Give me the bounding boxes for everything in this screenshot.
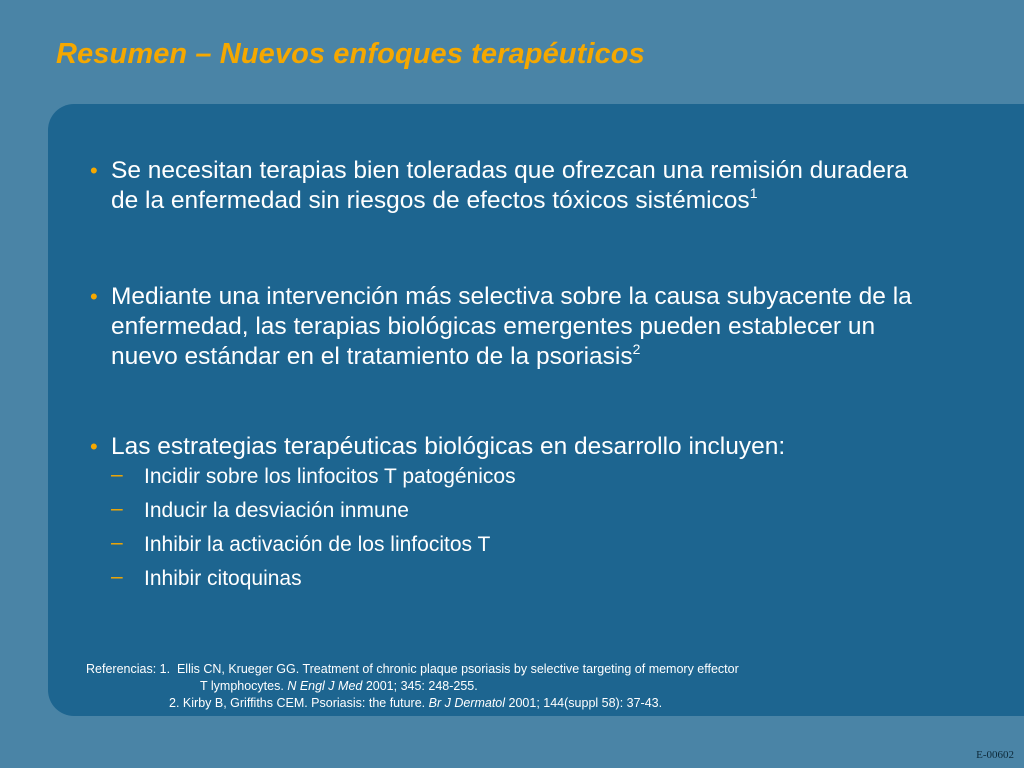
reference-1-line-2 [86, 678, 986, 695]
sub-bullet-text: Inhibir la activación de los linfocitos T [144, 533, 491, 556]
sub-bullet-marker: – [111, 463, 123, 486]
sub-bullet-marker: – [111, 565, 123, 588]
content-panel [48, 104, 1024, 716]
bullet-marker: • [90, 434, 98, 459]
bullet-marker: • [90, 158, 98, 183]
sub-bullet-text: Inhibir citoquinas [144, 567, 302, 590]
sub-bullet-text: Inducir la desviación inmune [144, 499, 409, 522]
sub-bullet-marker: – [111, 531, 123, 554]
bullet-list [48, 104, 1024, 716]
bullet-text: Se necesitan terapias bien toleradas que ofrezcan una remisión duradera de la enfermedad sin riesgos de efectos tóxicos sistémicos$^1$ [111, 157, 908, 214]
bullet-marker: • [90, 284, 98, 309]
bullet-text: Mediante una intervención más selectiva sobre la causa subyacente de la enfermedad, las terapias biológicas emergentes pueden establecer un nuevo estándar en el tratamiento de la psoriasis$^2$ [111, 283, 912, 370]
reference-superscript: 2 [632, 340, 641, 357]
reference-1-journal: N Engl J Med [287, 679, 363, 693]
slide-title: Resumen – Nuevos enfoques terapéuticos [56, 38, 645, 70]
references [86, 661, 986, 712]
reference-2-journal: Br J Dermatol [428, 696, 506, 710]
sub-bullet-marker: – [111, 497, 123, 520]
references-label: Referencias: 1. [86, 662, 171, 676]
reference-1-text: Ellis CN, Krueger GG. Treatment of chronic plaque psoriasis by selective targeting of memory effector [176, 662, 739, 676]
sub-bullet-text: Incidir sobre los linfocitos T patogénicos [144, 465, 516, 488]
reference-superscript: 1 [749, 184, 758, 201]
reference-1-citation: T lymphocytes. N Engl J Med 2001; 345: 248-255. [200, 679, 478, 693]
bullet-text: Las estrategias terapéuticas biológicas en desarrollo incluyen: [111, 433, 786, 460]
reference-2-text: 2. Kirby B, Griffiths CEM. Psoriasis: the future. Br J Dermatol 2001; 144(suppl 58): 37-43. [169, 696, 663, 710]
reference-1-line-1 [86, 661, 986, 678]
reference-2 [86, 695, 986, 712]
slide-code: E-00602 [976, 749, 1014, 761]
